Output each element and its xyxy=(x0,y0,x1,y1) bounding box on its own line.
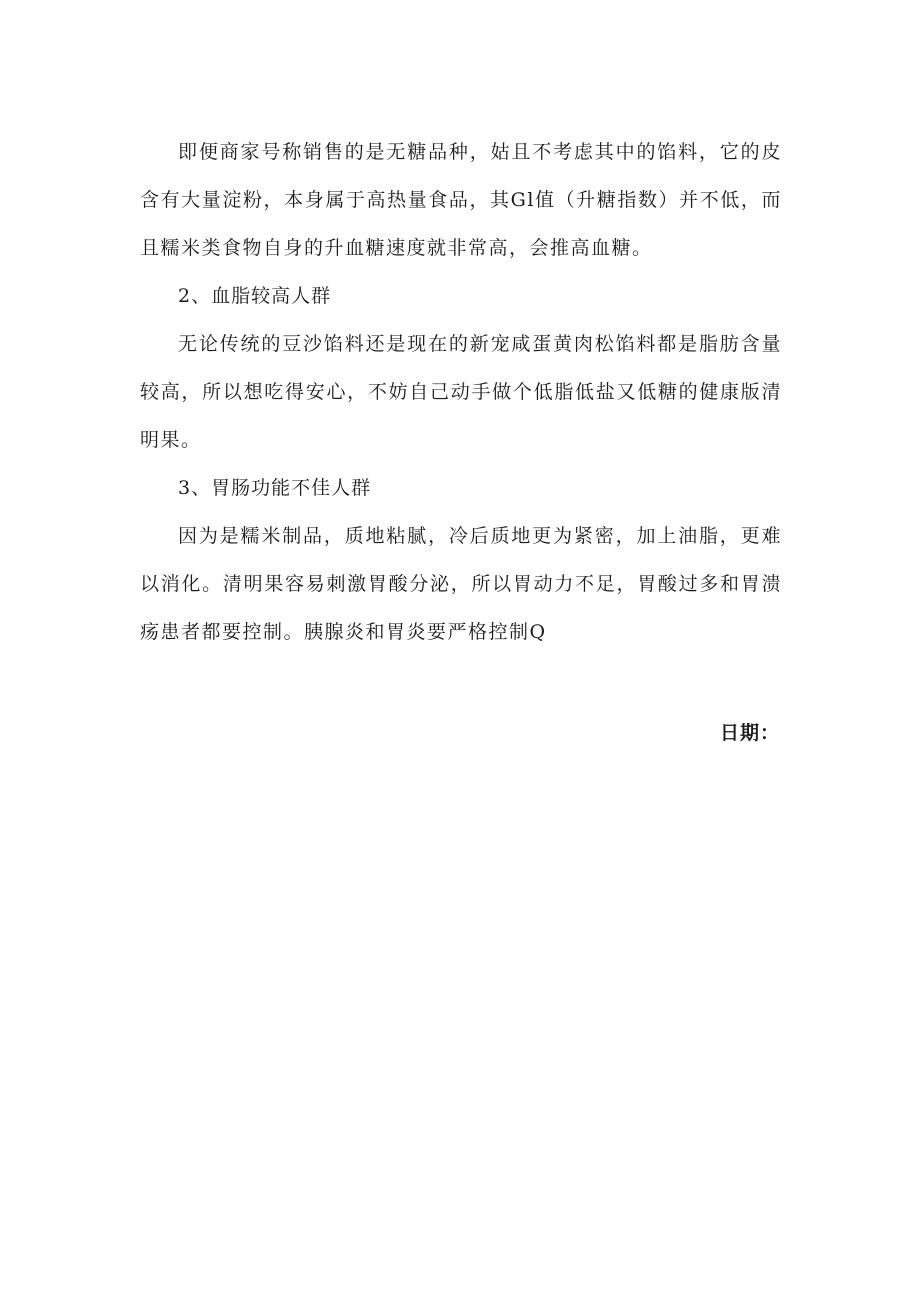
heading-high-blood-lipid: 2、血脂较高人群 xyxy=(178,285,332,307)
paragraph-digestion: 因为是糯米制品，质地粘腻，冷后质地更为紧密，加上油脂，更难以消化。清明果容易刺激胃酸分泌，所以胃动力不足，胃酸过多和胃溃疡患者都要控制。胰腺炎和胃炎要严格控制Q xyxy=(140,525,782,643)
date-label: 日期： xyxy=(720,722,781,744)
paragraph-sugar-content: 即便商家号称销售的是无糖品种，姑且不考虑其中的馅料，它的皮含有大量淀粉，本身属于高热量食品，其Gl值（升糖指数）并不低，而且糯米类食物自身的升血糖速度就非常高，会推高血糖。 xyxy=(140,141,782,259)
document-body xyxy=(140,128,782,656)
heading-poor-digestion: 3、胃肠功能不佳人群 xyxy=(178,477,372,499)
paragraph-fat-content: 无论传统的豆沙馅料还是现在的新宠咸蛋黄肉松馅料都是脂肪含量较高，所以想吃得安心，不妨自己动手做个低脂低盐又低糖的健康版清明果。 xyxy=(140,333,782,451)
